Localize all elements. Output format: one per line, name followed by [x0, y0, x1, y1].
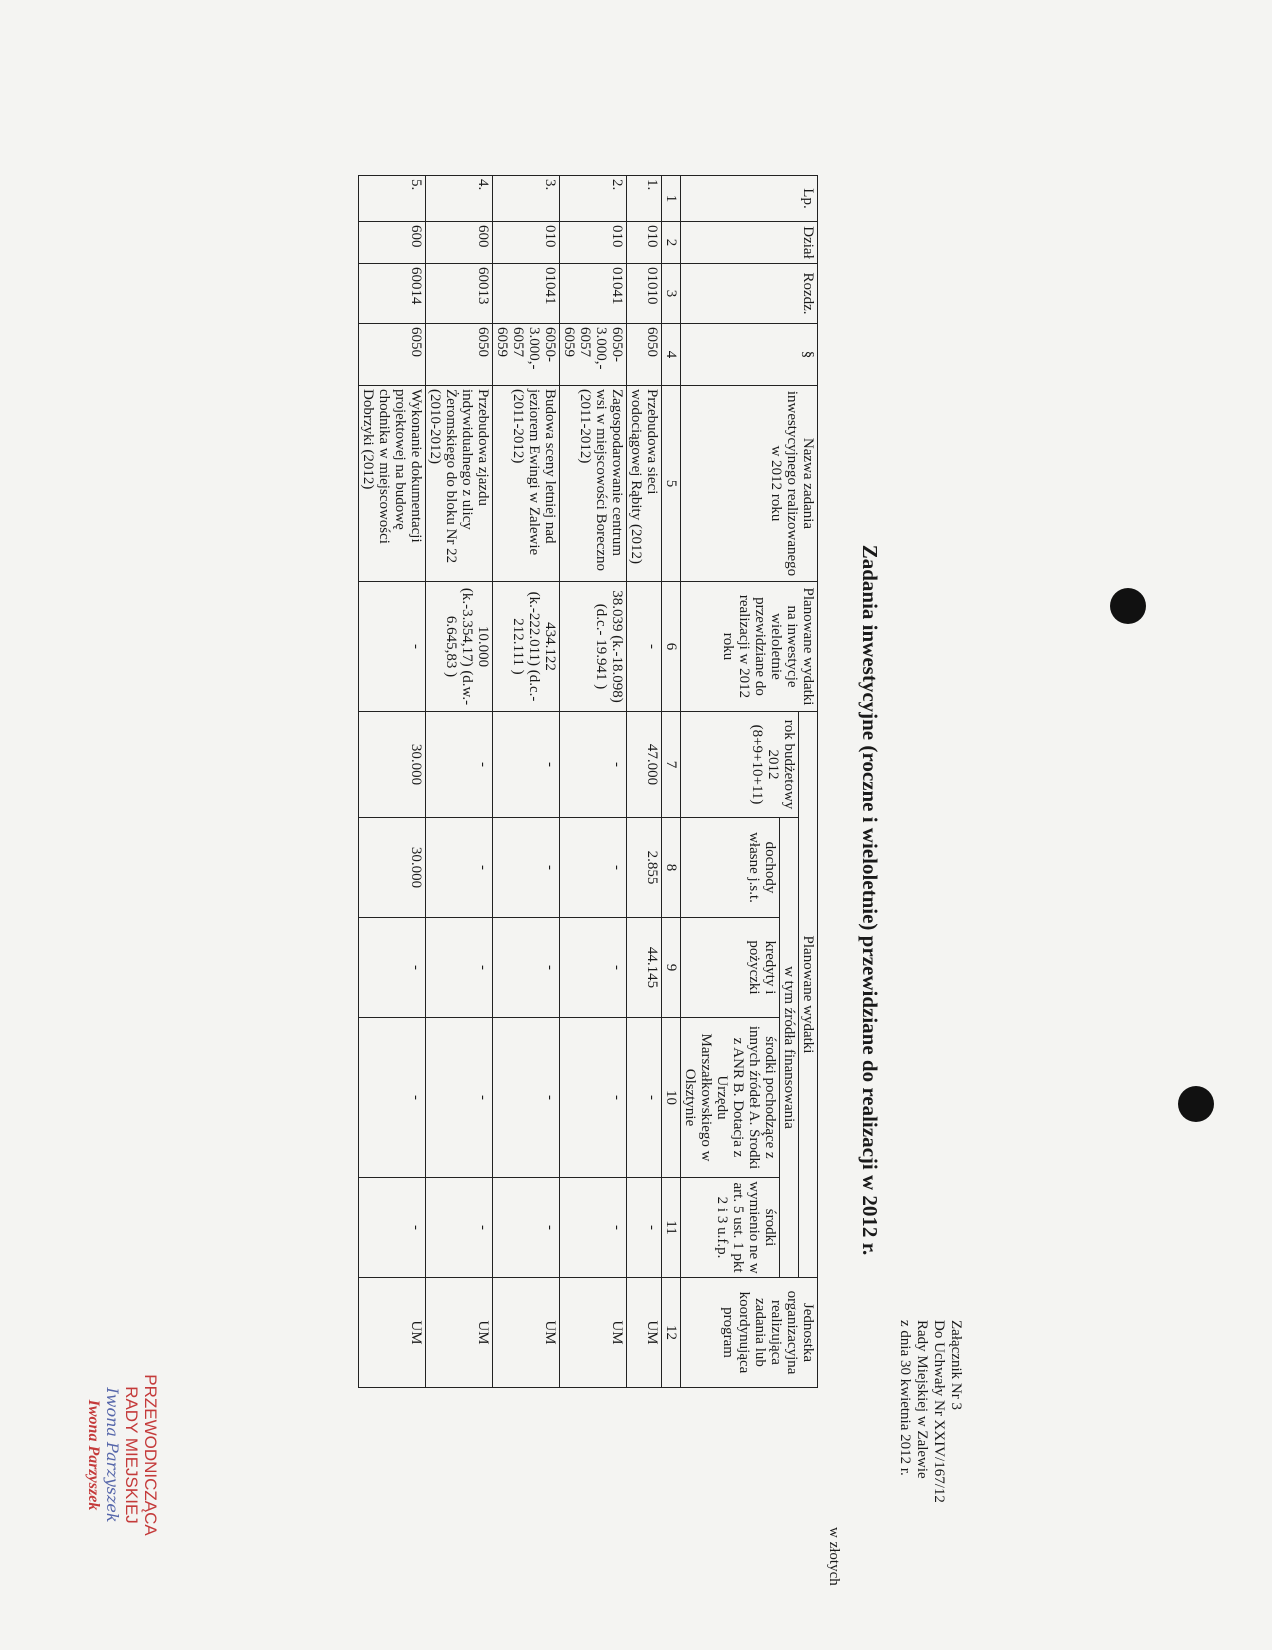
table-row: [560, 176, 627, 1388]
col-num: 3: [662, 264, 681, 324]
cell-own-income: -: [560, 818, 627, 918]
cell-art5-funds: -: [426, 1178, 493, 1278]
cell-own-income: 30.000: [359, 818, 426, 918]
punch-hole-top: [1110, 588, 1146, 624]
cell-dzial: 010: [560, 222, 627, 264]
cell-other-sources: -: [493, 1018, 560, 1178]
table-row: [426, 176, 493, 1388]
cell-dzial: 600: [359, 222, 426, 264]
cell-paragraph: 6050: [426, 324, 493, 386]
cell-rozdz: 60014: [359, 264, 426, 324]
cell-budget-year: 30.000: [359, 712, 426, 818]
stamp-name: Iwona Parzyszek: [85, 1399, 102, 1511]
table-row: [627, 176, 662, 1388]
col-num: 1: [662, 176, 681, 222]
cell-lp: 2.: [560, 176, 627, 222]
cell-dzial: 010: [627, 222, 662, 264]
cell-lp: 3.: [493, 176, 560, 222]
attachment-header: [896, 1320, 964, 1503]
cell-paragraph: 6050: [359, 324, 426, 386]
col-num: 12: [662, 1278, 681, 1388]
cell-paragraph: 6050-3.000,- 6057 6059: [560, 324, 627, 386]
cell-multiyear: -: [359, 582, 426, 712]
col-num: 5: [662, 386, 681, 582]
cell-art5-funds: -: [359, 1178, 426, 1278]
cell-art5-funds: -: [493, 1178, 560, 1278]
cell-rozdz: 60013: [426, 264, 493, 324]
header-other-sources: środki pochodzące z innych źródeł A. Środki z ANR B. Dotacja z Urzędu Marszałkowskiego w Olsztynie: [681, 1018, 780, 1178]
cell-art5-funds: -: [560, 1178, 627, 1278]
cell-lp: 5.: [359, 176, 426, 222]
cell-paragraph: 6050: [627, 324, 662, 386]
stamp-line-1: PRZEWODNICZĄCA: [141, 1374, 160, 1536]
cell-credits: 44.145: [627, 918, 662, 1018]
header-funding-sources: w tym źródła finansowania: [780, 818, 799, 1278]
col-num: 7: [662, 712, 681, 818]
cell-rozdz: 01041: [560, 264, 627, 324]
cell-task-name: Przebudowa zjazdu indywidualnego z ulicy Żeromskiego do bloku Nr 22 (2010-2012): [426, 386, 493, 582]
col-num: 6: [662, 582, 681, 712]
column-number-row: [662, 176, 681, 1388]
cell-other-sources: -: [359, 1018, 426, 1178]
handwritten-signature: Iwona Parzyszek: [103, 1387, 122, 1523]
cell-credits: -: [426, 918, 493, 1018]
attachment-number: Załącznik Nr 3: [948, 1320, 964, 1410]
cell-budget-year: -: [426, 712, 493, 818]
cell-budget-year: -: [560, 712, 627, 818]
header-own-income: dochody własne j.s.t.: [681, 818, 780, 918]
document-title: Zadania inwestycyjne (roczne i wieloletnie) przewidziane do realizacji w 2012 r.: [858, 544, 882, 1256]
col-num: 10: [662, 1018, 681, 1178]
cell-org-unit: UM: [493, 1278, 560, 1388]
col-num: 11: [662, 1178, 681, 1278]
col-num: 2: [662, 222, 681, 264]
cell-rozdz: 01010: [627, 264, 662, 324]
cell-other-sources: -: [627, 1018, 662, 1178]
header-paragraph: §: [681, 324, 818, 386]
header-org-unit: Jednostka organizacyjna realizująca zadania lub koordynująca program: [681, 1278, 818, 1388]
cell-dzial: 010: [493, 222, 560, 264]
cell-own-income: -: [493, 818, 560, 918]
cell-rozdz: 01041: [493, 264, 560, 324]
col-num: 9: [662, 918, 681, 1018]
cell-multiyear: -: [627, 582, 662, 712]
cell-lp: 1.: [627, 176, 662, 222]
cell-own-income: 2.855: [627, 818, 662, 918]
table-row: [493, 176, 560, 1388]
cell-credits: -: [560, 918, 627, 1018]
header-dzial: Dział: [681, 222, 818, 264]
resolution-date: z dnia 30 kwietnia 2012 r.: [897, 1320, 913, 1476]
cell-own-income: -: [426, 818, 493, 918]
cell-art5-funds: -: [627, 1178, 662, 1278]
cell-other-sources: -: [560, 1018, 627, 1178]
chairwoman-stamp: [84, 1325, 160, 1585]
resolution-number: Do Uchwały Nr XXIV/167/12: [931, 1320, 947, 1503]
cell-paragraph: 6050-3.000,- 6057 6059: [493, 324, 560, 386]
stamp-line-2: RADY MIEJSKIEJ: [122, 1386, 141, 1524]
punch-hole-bottom: [1178, 1086, 1214, 1122]
header-credits: kredyty i pożyczki: [681, 918, 780, 1018]
table-row: [359, 176, 426, 1388]
cell-dzial: 600: [426, 222, 493, 264]
col-num: 8: [662, 818, 681, 918]
col-num: 4: [662, 324, 681, 386]
cell-multiyear: 38.039 (k.-18.098) (d.c.- 19.941 ): [560, 582, 627, 712]
cell-lp: 4.: [426, 176, 493, 222]
council-name: Rady Miejskiej w Zalewie: [914, 1320, 930, 1479]
header-art5-funds: środki wymienio ne w art. 5 ust. 1 pkt 2 i 3 u.f.p.: [681, 1178, 780, 1278]
cell-org-unit: UM: [426, 1278, 493, 1388]
rotated-document: [0, 175, 1000, 1625]
cell-multiyear: 10.000 (k.-3.354,17) (d.w.- 6.645,83 ): [426, 582, 493, 712]
cell-task-name: Budowa sceny letniej nad jeziorem Ewingi w Zalewie (2011-2012): [493, 386, 560, 582]
header-lp: Lp.: [681, 176, 818, 222]
header-budget-year: rok budżetowy 2012 (8+9+10+11): [681, 712, 799, 818]
header-planned-expenses: Planowane wydatki: [799, 712, 818, 1278]
currency-unit: w złotych: [826, 1527, 842, 1586]
cell-other-sources: -: [426, 1018, 493, 1178]
header-rozdz: Rozdz.: [681, 264, 818, 324]
cell-credits: -: [359, 918, 426, 1018]
header-task-name: Nazwa zadania inwestycyjnego realizowanego w 2012 roku: [681, 386, 818, 582]
header-multiyear: Planowane wydatki na inwestycje wieloletnie przewidziane do realizacji w 2012 roku: [681, 582, 818, 712]
cell-budget-year: -: [493, 712, 560, 818]
cell-task-name: Przebudowa sieci wodociągowej Rąbity (2012): [627, 386, 662, 582]
cell-task-name: Wykonanie dokumentacji projektowej na budowę chodnika w miejscowości Dobrzyki (2012): [359, 386, 426, 582]
cell-org-unit: UM: [627, 1278, 662, 1388]
cell-task-name: Zagospodarowanie centrum wsi w miejscowości Boreczno (2011-2012): [560, 386, 627, 582]
cell-multiyear: 434.122 (k.-222.011) (d.c.- 212.111 ): [493, 582, 560, 712]
investment-table: [358, 175, 818, 1388]
cell-budget-year: 47.000: [627, 712, 662, 818]
cell-org-unit: UM: [560, 1278, 627, 1388]
cell-org-unit: UM: [359, 1278, 426, 1388]
cell-credits: -: [493, 918, 560, 1018]
